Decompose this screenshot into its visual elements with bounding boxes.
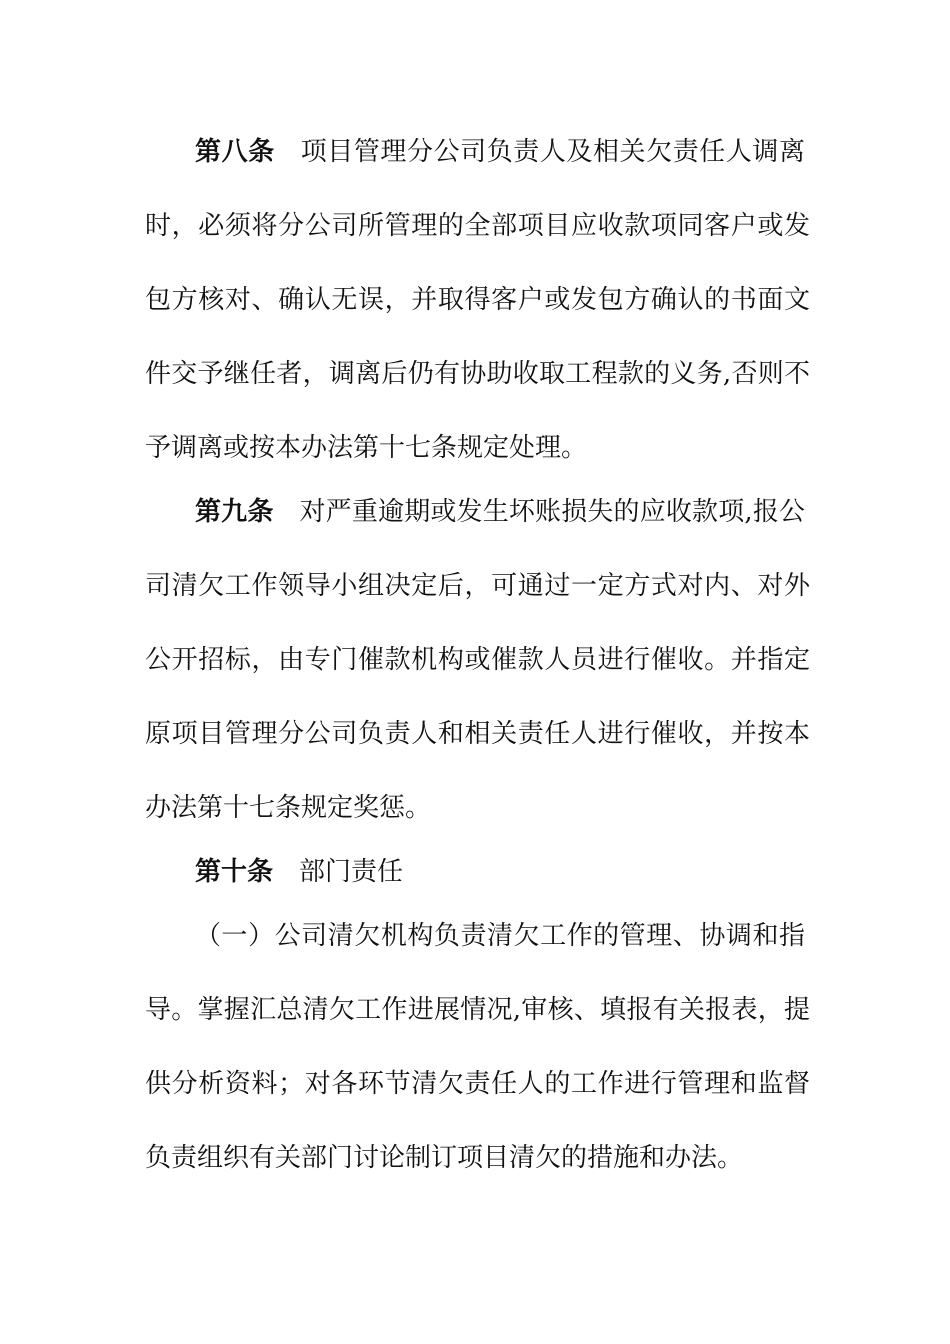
article-9-line-1 [195, 494, 805, 530]
article-10-line-1 [195, 854, 805, 890]
article-9-line-3: 公开招标，由专门催款机构或催款人员进行催收。并指定 [145, 645, 810, 675]
article-10-text: 部门责任 [299, 857, 404, 887]
article-9-text: 对严重逾期或发生坏账损失的应收款项,报公 [299, 497, 805, 527]
clause-1-line-2: 导。掌握汇总清欠工作进展情况,审核、填报有关报表，提 [145, 995, 810, 1025]
article-8-line-4: 件交予继任者，调离后仍有协助收取工程款的义务,否则不 [145, 359, 810, 389]
article-9-line-5: 办法第十七条规定奖惩。 [145, 793, 432, 823]
article-8-heading: 第八条 [195, 137, 275, 167]
article-8-line-5: 予调离或按本办法第十七条规定处理。 [145, 433, 588, 463]
article-8-line-3: 包方核对、确认无误，并取得客户或发包方确认的书面文 [145, 285, 810, 315]
article-9-line-2: 司清欠工作领导小组决定后，可通过一定方式对内、对外 [145, 571, 810, 601]
article-8-line-1 [195, 134, 805, 170]
clause-1-line-3: 供分析资料；对各环节清欠责任人的工作进行管理和监督 [145, 1069, 810, 1099]
article-8-text: 项目管理分公司负责人及相关欠责任人调离 [300, 137, 805, 167]
clause-1-line-4: 负责组织有关部门讨论制订项目清欠的措施和办法。 [145, 1143, 744, 1173]
article-9-line-4: 原项目管理分公司负责人和相关责任人进行催收，并按本 [145, 719, 810, 749]
article-9-heading: 第九条 [195, 497, 274, 527]
article-10-heading: 第十条 [195, 857, 274, 887]
clause-1-line-1: （一）公司清欠机构负责清欠工作的管理、协调和指 [195, 921, 805, 951]
article-8-line-2: 时，必须将分公司所管理的全部项目应收款项同客户或发 [145, 211, 810, 241]
